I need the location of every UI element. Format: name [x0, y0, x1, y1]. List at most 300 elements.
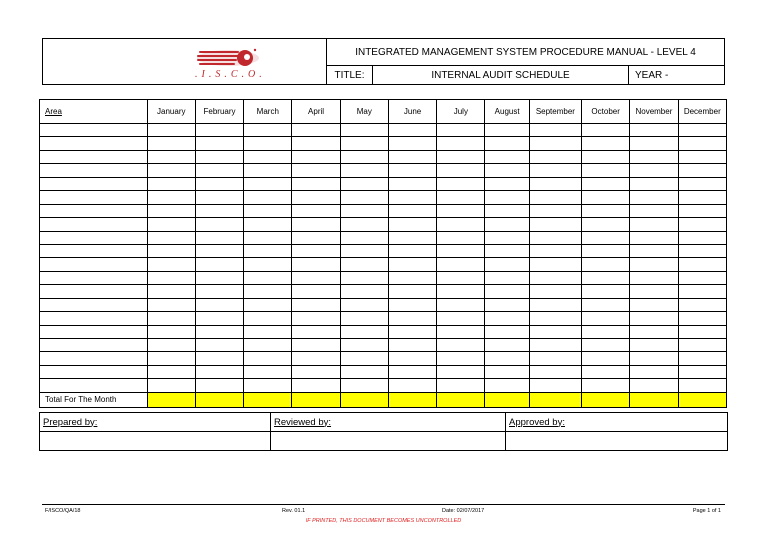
month-cell[interactable]: [678, 231, 726, 244]
month-cell[interactable]: [388, 271, 436, 284]
area-cell[interactable]: [40, 352, 148, 365]
month-cell[interactable]: [195, 339, 243, 352]
total-cell[interactable]: [678, 392, 726, 407]
month-cell[interactable]: [582, 258, 630, 271]
month-cell[interactable]: [388, 258, 436, 271]
month-cell[interactable]: [678, 298, 726, 311]
month-cell[interactable]: [292, 312, 340, 325]
month-cell[interactable]: [292, 137, 340, 150]
uncontrolled-warning: IF PRINTED, THIS DOCUMENT BECOMES UNCONTROLLED: [305, 518, 462, 524]
month-cell[interactable]: [437, 218, 485, 231]
month-cell[interactable]: [437, 352, 485, 365]
month-cell[interactable]: [292, 352, 340, 365]
month-cell[interactable]: [244, 191, 292, 204]
month-cell[interactable]: [244, 177, 292, 190]
area-header: Area: [40, 100, 148, 124]
schedule-row: [40, 285, 727, 298]
month-cell[interactable]: [630, 124, 678, 137]
month-cell[interactable]: [630, 365, 678, 378]
month-cell[interactable]: [292, 325, 340, 338]
month-cell[interactable]: [292, 365, 340, 378]
month-cell[interactable]: [340, 352, 388, 365]
month-cell[interactable]: [485, 137, 529, 150]
month-cell[interactable]: [630, 312, 678, 325]
month-cell[interactable]: [529, 164, 581, 177]
month-cell[interactable]: [630, 285, 678, 298]
month-cell[interactable]: [630, 191, 678, 204]
month-cell[interactable]: [388, 150, 436, 163]
month-cell[interactable]: [582, 339, 630, 352]
month-cell[interactable]: [437, 298, 485, 311]
month-cell[interactable]: [340, 312, 388, 325]
month-cell[interactable]: [244, 312, 292, 325]
month-cell[interactable]: [147, 218, 195, 231]
total-cell[interactable]: [195, 392, 243, 407]
month-cell[interactable]: [388, 325, 436, 338]
month-cell[interactable]: [529, 339, 581, 352]
month-cell[interactable]: [678, 339, 726, 352]
month-cell[interactable]: [485, 124, 529, 137]
month-cell[interactable]: [437, 379, 485, 392]
month-cell[interactable]: [340, 258, 388, 271]
month-cell[interactable]: [292, 244, 340, 257]
month-cell[interactable]: [292, 258, 340, 271]
month-cell[interactable]: [437, 137, 485, 150]
month-cell[interactable]: [340, 339, 388, 352]
month-cell[interactable]: [340, 150, 388, 163]
schedule-row: [40, 365, 727, 378]
month-cell[interactable]: [582, 218, 630, 231]
schedule-row: [40, 137, 727, 150]
month-cell[interactable]: [388, 365, 436, 378]
month-cell[interactable]: [388, 379, 436, 392]
month-cell[interactable]: [244, 231, 292, 244]
month-cell[interactable]: [437, 285, 485, 298]
month-cell[interactable]: [529, 218, 581, 231]
month-cell[interactable]: [388, 164, 436, 177]
month-cell[interactable]: [582, 191, 630, 204]
month-cell[interactable]: [529, 150, 581, 163]
month-cell[interactable]: [292, 164, 340, 177]
month-cell[interactable]: [678, 379, 726, 392]
area-cell[interactable]: [40, 150, 148, 163]
month-cell[interactable]: [147, 325, 195, 338]
month-cell[interactable]: [678, 244, 726, 257]
month-cell[interactable]: [437, 365, 485, 378]
month-cell[interactable]: [630, 244, 678, 257]
month-cell[interactable]: [630, 164, 678, 177]
month-cell[interactable]: [292, 271, 340, 284]
month-cell[interactable]: [582, 164, 630, 177]
month-cell[interactable]: [292, 339, 340, 352]
month-cell[interactable]: [485, 365, 529, 378]
month-cell[interactable]: [485, 325, 529, 338]
month-cell[interactable]: [437, 124, 485, 137]
area-cell[interactable]: [40, 312, 148, 325]
month-cell[interactable]: [147, 339, 195, 352]
month-cell[interactable]: [485, 271, 529, 284]
month-cell[interactable]: [388, 177, 436, 190]
month-cell[interactable]: [147, 137, 195, 150]
month-cell[interactable]: [244, 325, 292, 338]
month-cell[interactable]: [582, 244, 630, 257]
month-cell[interactable]: [630, 379, 678, 392]
area-cell[interactable]: [40, 298, 148, 311]
month-cell[interactable]: [529, 231, 581, 244]
area-cell[interactable]: [40, 244, 148, 257]
month-cell[interactable]: [388, 285, 436, 298]
month-cell[interactable]: [678, 258, 726, 271]
month-cell[interactable]: [388, 204, 436, 217]
month-cell[interactable]: [485, 164, 529, 177]
month-cell[interactable]: [485, 231, 529, 244]
area-cell[interactable]: [40, 365, 148, 378]
month-cell[interactable]: [195, 124, 243, 137]
month-cell[interactable]: [678, 271, 726, 284]
area-cell[interactable]: [40, 379, 148, 392]
approved-by-label: Approved by:: [509, 416, 565, 428]
month-cell[interactable]: [582, 124, 630, 137]
month-cell[interactable]: [244, 379, 292, 392]
month-cell[interactable]: [678, 352, 726, 365]
month-cell[interactable]: [529, 352, 581, 365]
month-cell[interactable]: [678, 204, 726, 217]
schedule-header-row: [40, 100, 727, 124]
month-cell[interactable]: [244, 204, 292, 217]
total-cell[interactable]: [292, 392, 340, 407]
month-cell[interactable]: [437, 150, 485, 163]
logo-cell: [43, 39, 327, 84]
month-cell[interactable]: [678, 137, 726, 150]
month-cell[interactable]: [529, 204, 581, 217]
month-cell[interactable]: [244, 218, 292, 231]
month-cell[interactable]: [340, 298, 388, 311]
month-cell[interactable]: [529, 258, 581, 271]
approved-by-field[interactable]: [506, 432, 728, 451]
month-cell[interactable]: [437, 312, 485, 325]
month-cell[interactable]: [388, 352, 436, 365]
month-cell[interactable]: [582, 379, 630, 392]
area-cell[interactable]: [40, 258, 148, 271]
month-cell[interactable]: [195, 379, 243, 392]
month-cell[interactable]: [244, 352, 292, 365]
month-cell[interactable]: [630, 258, 678, 271]
month-cell[interactable]: [244, 244, 292, 257]
month-cell[interactable]: [244, 298, 292, 311]
month-cell[interactable]: [195, 365, 243, 378]
month-cell[interactable]: [340, 218, 388, 231]
month-cell[interactable]: [437, 191, 485, 204]
month-cell[interactable]: [437, 164, 485, 177]
month-cell[interactable]: [388, 124, 436, 137]
schedule-body: [40, 124, 727, 408]
month-cell[interactable]: [678, 365, 726, 378]
month-cell[interactable]: [485, 177, 529, 190]
month-cell[interactable]: [582, 177, 630, 190]
total-cell[interactable]: [437, 392, 485, 407]
month-cell[interactable]: [529, 191, 581, 204]
month-cell[interactable]: [582, 137, 630, 150]
month-cell[interactable]: [340, 285, 388, 298]
month-cell[interactable]: [388, 339, 436, 352]
month-cell[interactable]: [388, 312, 436, 325]
month-cell[interactable]: [529, 325, 581, 338]
month-cell[interactable]: [485, 218, 529, 231]
month-cell[interactable]: [630, 177, 678, 190]
month-cell[interactable]: [244, 365, 292, 378]
area-cell[interactable]: [40, 164, 148, 177]
schedule-row: [40, 379, 727, 392]
month-cell[interactable]: [195, 218, 243, 231]
month-cell[interactable]: [630, 339, 678, 352]
month-cell[interactable]: [388, 218, 436, 231]
area-cell[interactable]: [40, 137, 148, 150]
month-cell[interactable]: [147, 191, 195, 204]
month-cell[interactable]: [388, 137, 436, 150]
month-cell[interactable]: [244, 285, 292, 298]
month-cell[interactable]: [437, 204, 485, 217]
month-cell[interactable]: [437, 271, 485, 284]
month-cell[interactable]: [147, 204, 195, 217]
month-cell[interactable]: [630, 150, 678, 163]
month-cell[interactable]: [244, 271, 292, 284]
schedule-row: [40, 339, 727, 352]
month-cell[interactable]: [529, 124, 581, 137]
schedule-row: [40, 218, 727, 231]
month-cell[interactable]: [147, 244, 195, 257]
month-cell[interactable]: [147, 164, 195, 177]
month-cell[interactable]: [582, 352, 630, 365]
month-cell[interactable]: [485, 379, 529, 392]
month-cell[interactable]: [292, 218, 340, 231]
month-cell[interactable]: [292, 298, 340, 311]
area-cell[interactable]: [40, 204, 148, 217]
month-cell[interactable]: [292, 204, 340, 217]
month-cell[interactable]: [437, 231, 485, 244]
month-cell[interactable]: [195, 325, 243, 338]
month-cell[interactable]: [582, 365, 630, 378]
year-label: YEAR -: [635, 69, 669, 81]
month-cell[interactable]: [340, 271, 388, 284]
month-cell[interactable]: [195, 271, 243, 284]
month-cell[interactable]: [529, 137, 581, 150]
month-cell[interactable]: [678, 312, 726, 325]
month-cell[interactable]: [340, 177, 388, 190]
month-cell[interactable]: [147, 312, 195, 325]
month-cell[interactable]: [195, 177, 243, 190]
area-cell[interactable]: [40, 191, 148, 204]
month-cell[interactable]: [147, 258, 195, 271]
month-cell[interactable]: [195, 352, 243, 365]
month-header-august: August: [485, 100, 529, 124]
month-cell[interactable]: [485, 352, 529, 365]
month-cell[interactable]: [292, 150, 340, 163]
month-cell[interactable]: [195, 285, 243, 298]
total-cell[interactable]: [147, 392, 195, 407]
month-cell[interactable]: [340, 124, 388, 137]
month-cell[interactable]: [195, 191, 243, 204]
month-cell[interactable]: [485, 339, 529, 352]
month-cell[interactable]: [582, 325, 630, 338]
total-cell[interactable]: [388, 392, 436, 407]
month-cell[interactable]: [529, 271, 581, 284]
month-cell[interactable]: [529, 365, 581, 378]
month-cell[interactable]: [292, 191, 340, 204]
signature-label-row: [40, 413, 728, 432]
month-cell[interactable]: [529, 379, 581, 392]
area-cell[interactable]: [40, 231, 148, 244]
audit-schedule-table: [39, 99, 727, 408]
signature-entry-row: [40, 432, 728, 451]
total-cell[interactable]: [340, 392, 388, 407]
total-cell[interactable]: [529, 392, 581, 407]
month-cell[interactable]: [147, 124, 195, 137]
month-cell[interactable]: [147, 150, 195, 163]
area-cell[interactable]: [40, 218, 148, 231]
month-cell[interactable]: [147, 177, 195, 190]
month-cell[interactable]: [485, 285, 529, 298]
month-cell[interactable]: [678, 124, 726, 137]
month-cell[interactable]: [630, 298, 678, 311]
month-cell[interactable]: [529, 298, 581, 311]
month-cell[interactable]: [485, 312, 529, 325]
month-cell[interactable]: [678, 285, 726, 298]
month-cell[interactable]: [195, 164, 243, 177]
month-cell[interactable]: [147, 271, 195, 284]
month-cell[interactable]: [147, 298, 195, 311]
area-cell[interactable]: [40, 339, 148, 352]
month-cell[interactable]: [195, 150, 243, 163]
total-cell[interactable]: [485, 392, 529, 407]
month-cell[interactable]: [678, 150, 726, 163]
month-cell[interactable]: [485, 298, 529, 311]
month-cell[interactable]: [529, 244, 581, 257]
month-cell[interactable]: [244, 339, 292, 352]
month-cell[interactable]: [195, 298, 243, 311]
month-cell[interactable]: [485, 244, 529, 257]
month-cell[interactable]: [582, 298, 630, 311]
month-cell[interactable]: [388, 191, 436, 204]
schedule-row: [40, 124, 727, 137]
month-cell[interactable]: [678, 177, 726, 190]
month-cell[interactable]: [388, 298, 436, 311]
month-cell[interactable]: [244, 164, 292, 177]
month-header-february: February: [195, 100, 243, 124]
month-cell[interactable]: [340, 204, 388, 217]
month-cell[interactable]: [292, 124, 340, 137]
month-cell[interactable]: [485, 191, 529, 204]
month-cell[interactable]: [388, 244, 436, 257]
month-cell[interactable]: [340, 164, 388, 177]
month-cell[interactable]: [195, 204, 243, 217]
area-cell[interactable]: [40, 124, 148, 137]
month-cell[interactable]: [630, 231, 678, 244]
month-cell[interactable]: [529, 177, 581, 190]
area-cell[interactable]: [40, 285, 148, 298]
month-cell[interactable]: [582, 150, 630, 163]
month-cell[interactable]: [147, 285, 195, 298]
month-cell[interactable]: [678, 218, 726, 231]
month-cell[interactable]: [437, 177, 485, 190]
schedule-row: [40, 312, 727, 325]
total-cell[interactable]: [630, 392, 678, 407]
prepared-by-field[interactable]: [40, 432, 271, 451]
area-cell[interactable]: [40, 271, 148, 284]
month-cell[interactable]: [582, 204, 630, 217]
month-header-september: September: [529, 100, 581, 124]
month-cell[interactable]: [630, 137, 678, 150]
month-cell[interactable]: [340, 365, 388, 378]
area-cell[interactable]: [40, 177, 148, 190]
total-cell[interactable]: [582, 392, 630, 407]
month-cell[interactable]: [147, 365, 195, 378]
month-cell[interactable]: [437, 244, 485, 257]
month-cell[interactable]: [147, 352, 195, 365]
month-cell[interactable]: [340, 244, 388, 257]
reviewed-by-field[interactable]: [271, 432, 506, 451]
month-cell[interactable]: [485, 150, 529, 163]
month-cell[interactable]: [630, 352, 678, 365]
month-cell[interactable]: [582, 285, 630, 298]
month-cell[interactable]: [630, 325, 678, 338]
month-cell[interactable]: [244, 150, 292, 163]
month-cell[interactable]: [678, 191, 726, 204]
month-cell[interactable]: [340, 325, 388, 338]
month-cell[interactable]: [582, 231, 630, 244]
month-cell[interactable]: [678, 325, 726, 338]
prepared-by-label: Prepared by:: [43, 416, 98, 428]
month-cell[interactable]: [630, 218, 678, 231]
month-cell[interactable]: [195, 312, 243, 325]
month-cell[interactable]: [292, 379, 340, 392]
month-cell[interactable]: [340, 231, 388, 244]
month-cell[interactable]: [195, 258, 243, 271]
month-cell[interactable]: [340, 137, 388, 150]
month-cell[interactable]: [582, 312, 630, 325]
month-cell[interactable]: [340, 379, 388, 392]
month-cell[interactable]: [529, 285, 581, 298]
month-cell[interactable]: [630, 204, 678, 217]
month-cell[interactable]: [437, 339, 485, 352]
month-cell[interactable]: [582, 271, 630, 284]
total-cell[interactable]: [244, 392, 292, 407]
month-cell[interactable]: [244, 124, 292, 137]
month-cell[interactable]: [437, 258, 485, 271]
month-cell[interactable]: [340, 191, 388, 204]
month-cell[interactable]: [437, 325, 485, 338]
month-cell[interactable]: [292, 231, 340, 244]
month-cell[interactable]: [195, 137, 243, 150]
month-cell[interactable]: [147, 379, 195, 392]
month-cell[interactable]: [147, 231, 195, 244]
area-cell[interactable]: [40, 325, 148, 338]
issue-date: Date: 02/07/2017: [442, 508, 485, 514]
month-cell[interactable]: [388, 231, 436, 244]
month-cell[interactable]: [485, 204, 529, 217]
month-cell[interactable]: [244, 137, 292, 150]
month-cell[interactable]: [244, 258, 292, 271]
month-cell[interactable]: [678, 164, 726, 177]
month-cell[interactable]: [195, 244, 243, 257]
month-cell[interactable]: [195, 231, 243, 244]
month-cell[interactable]: [292, 177, 340, 190]
month-cell[interactable]: [630, 271, 678, 284]
form-reference: F/ISCO/QA/18: [45, 508, 81, 514]
schedule-row: [40, 325, 727, 338]
month-cell[interactable]: [292, 285, 340, 298]
month-cell[interactable]: [529, 312, 581, 325]
month-cell[interactable]: [485, 258, 529, 271]
